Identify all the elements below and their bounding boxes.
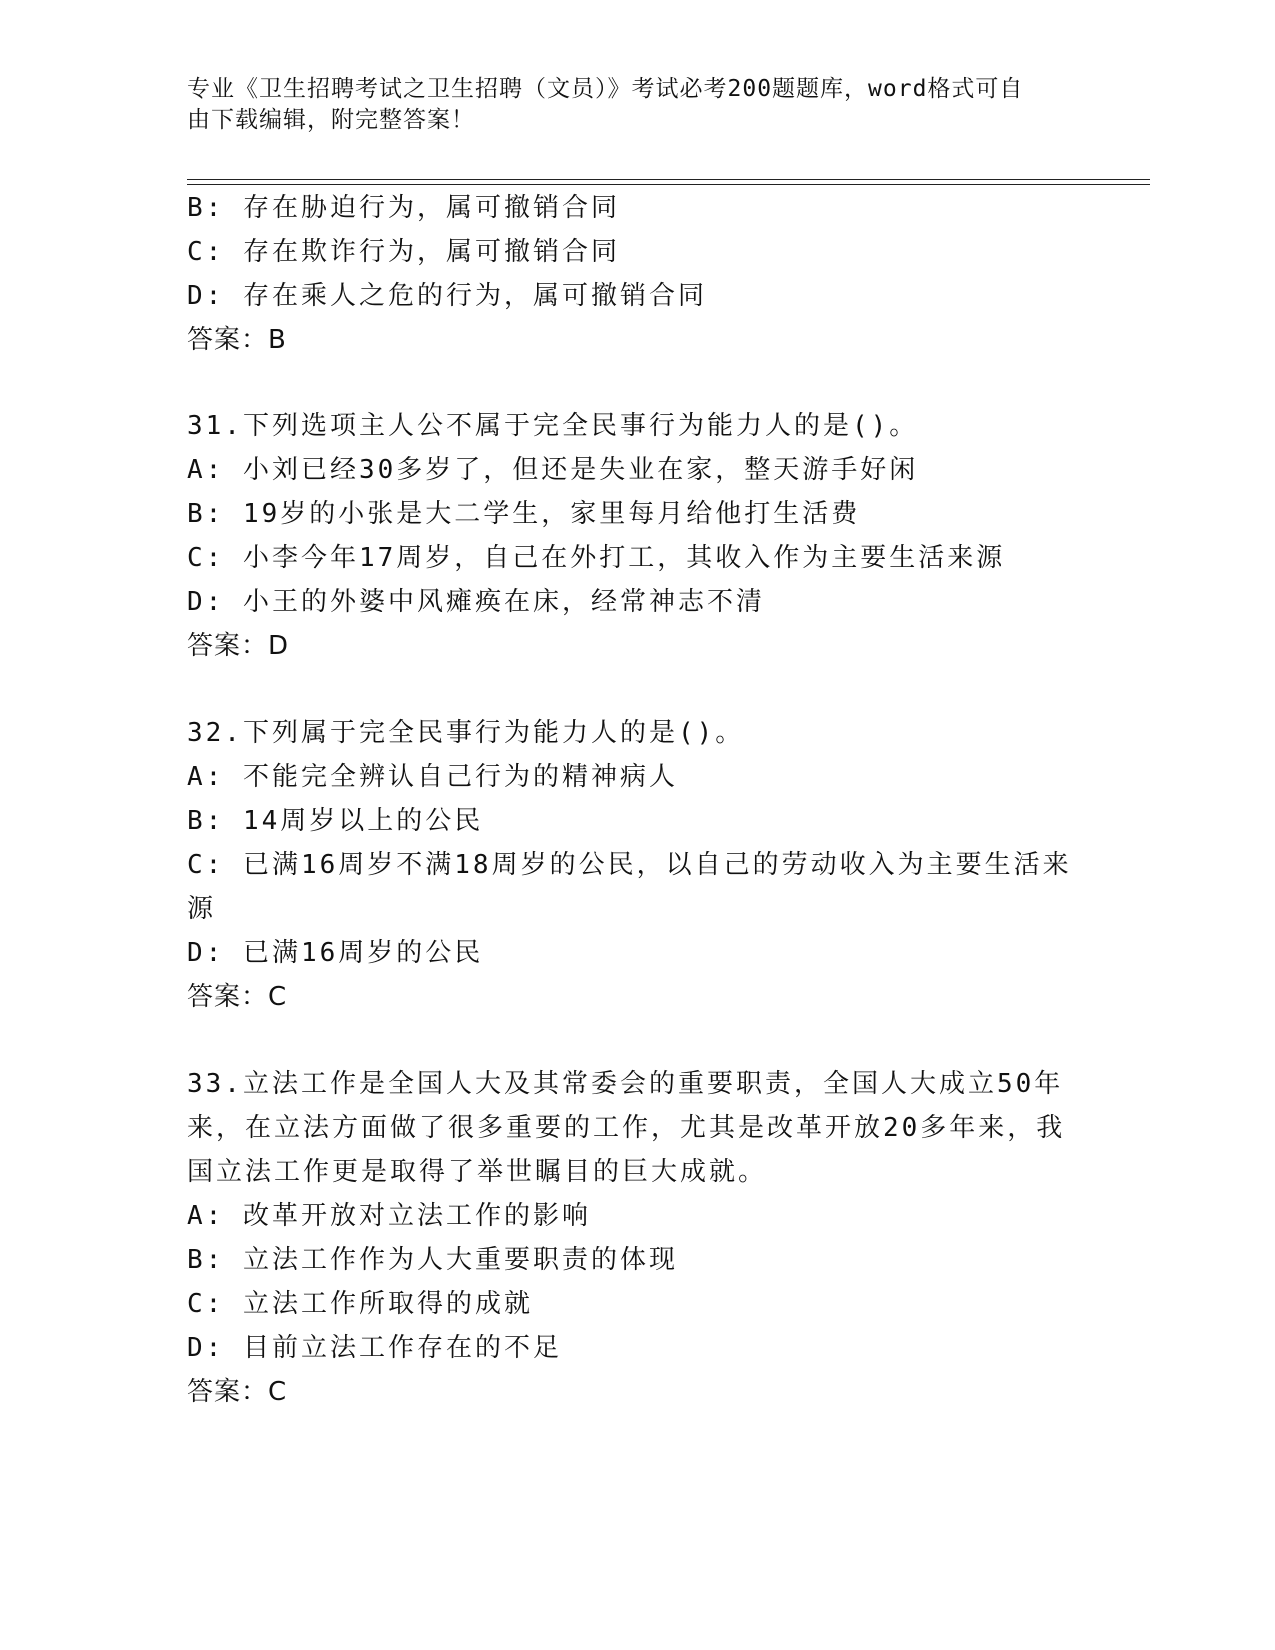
header-line-2: 由下载编辑，附完整答案！	[187, 107, 475, 133]
q32-option-c-continued: 源	[187, 894, 217, 924]
q33-stem-line-2: 来，在立法方面做了很多重要的工作，尤其是改革开放20多年来，我	[187, 1113, 1066, 1143]
q33-answer: 答案：C	[187, 1377, 288, 1407]
q31-answer: 答案：D	[187, 631, 290, 661]
header-line-1: 专业《卫生招聘考试之卫生招聘（文员）》考试必考200题题库，word格式可自	[187, 76, 1024, 102]
q32-option-a: A: 不能完全辨认自己行为的精神病人	[187, 762, 678, 792]
q30-option-d: D: 存在乘人之危的行为，属可撤销合同	[187, 281, 707, 311]
q32-stem: 32.下列属于完全民事行为能力人的是()。	[187, 718, 745, 748]
q31-option-c: C: 小李今年17周岁，自己在外打工，其收入作为主要生活来源	[187, 543, 1006, 573]
q33-option-d: D: 目前立法工作存在的不足	[187, 1333, 562, 1363]
q30-answer: 答案：B	[187, 325, 287, 355]
header-divider-top	[187, 179, 1150, 180]
q33-stem-line-3: 国立法工作更是取得了举世瞩目的巨大成就。	[187, 1157, 768, 1187]
document-header	[187, 74, 1067, 136]
q33-stem-line-1: 33.立法工作是全国人大及其常委会的重要职责，全国人大成立50年	[187, 1069, 1064, 1099]
q33-option-c: C: 立法工作所取得的成就	[187, 1289, 533, 1319]
q31-option-b: B: 19岁的小张是大二学生，家里每月给他打生活费	[187, 499, 861, 529]
q31-option-a: A: 小刘已经30多岁了，但还是失业在家，整天游手好闲	[187, 455, 919, 485]
q32-option-d: D: 已满16周岁的公民	[187, 938, 484, 968]
q32-answer: 答案：C	[187, 982, 288, 1012]
q32-option-b: B: 14周岁以上的公民	[187, 806, 484, 836]
q33-option-a: A: 改革开放对立法工作的影响	[187, 1201, 591, 1231]
q30-option-b: B: 存在胁迫行为，属可撤销合同	[187, 193, 620, 223]
q31-stem: 31.下列选项主人公不属于完全民事行为能力人的是()。	[187, 411, 919, 441]
q30-option-c: C: 存在欺诈行为，属可撤销合同	[187, 237, 620, 267]
q33-option-b: B: 立法工作作为人大重要职责的体现	[187, 1245, 678, 1275]
q31-option-d: D: 小王的外婆中风瘫痪在床，经常神志不清	[187, 587, 765, 617]
q32-option-c: C: 已满16周岁不满18周岁的公民，以自己的劳动收入为主要生活来	[187, 850, 1072, 880]
